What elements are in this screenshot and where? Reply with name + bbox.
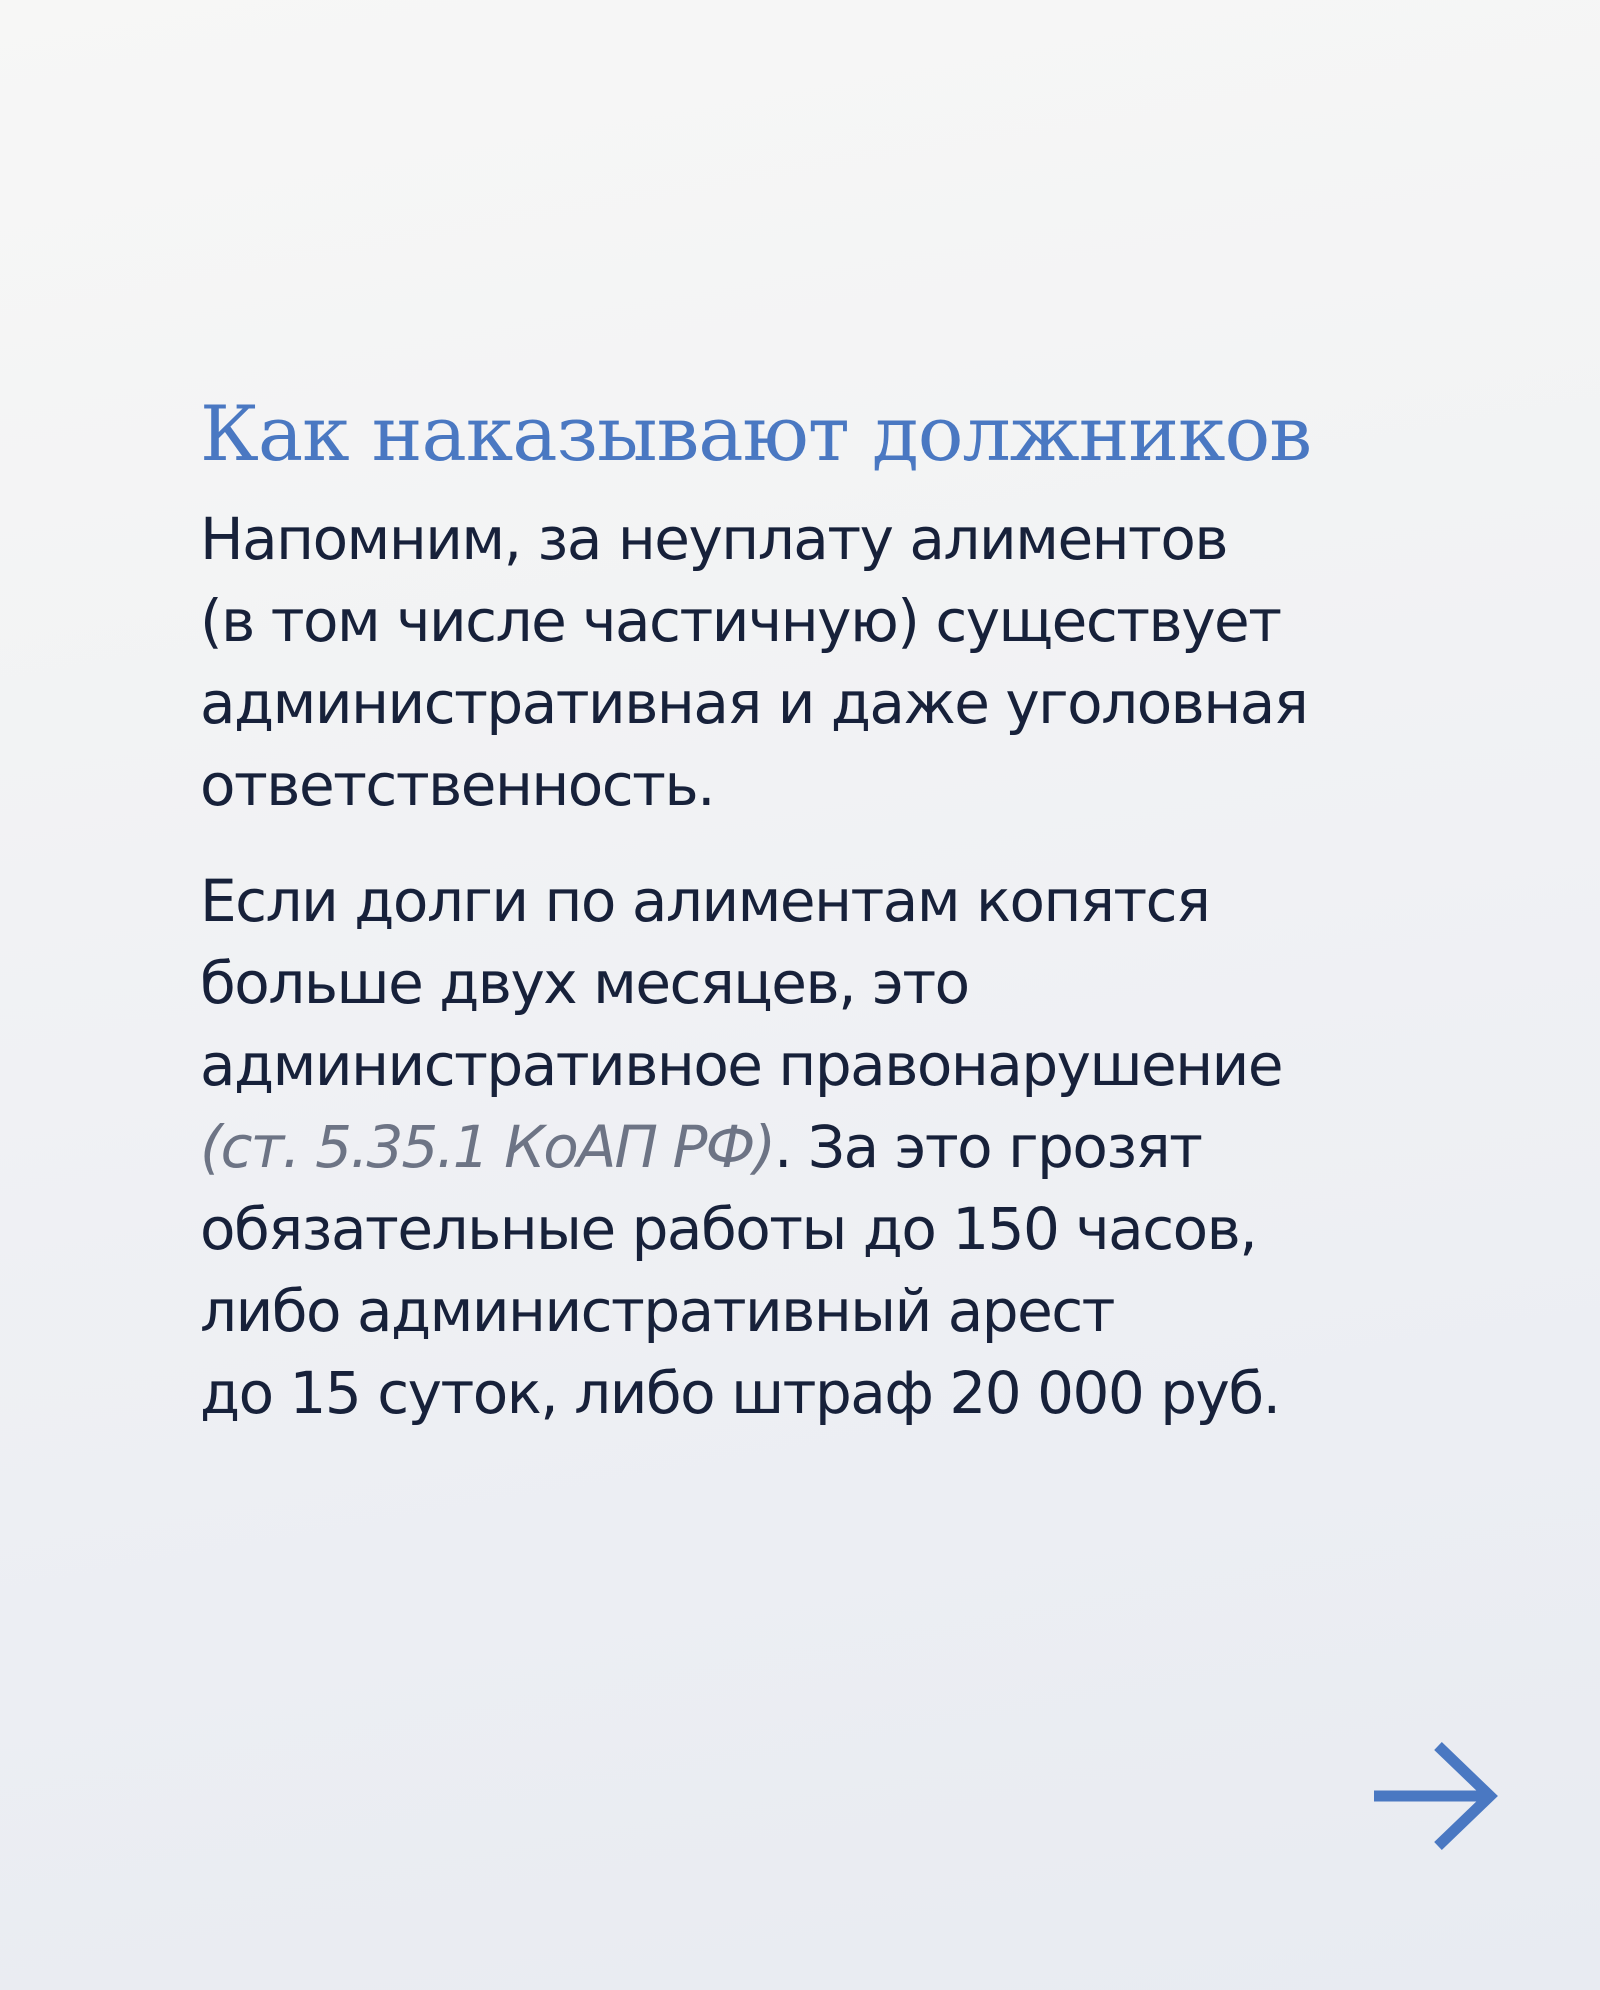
reference-continuation: . За это грозят [774,1113,1202,1181]
text-line: (в том числе частичную) существует [200,587,1281,655]
text-line: либо административный арест [200,1277,1114,1345]
text-line: административная и даже уголовная [200,669,1308,737]
arrow-right-icon [1374,1738,1502,1854]
slide-title: Как наказывают должников [200,389,1312,478]
text-line: Напомним, за неуплату алиментов [200,505,1228,573]
text-line: больше двух месяцев, это [200,949,969,1017]
text-line: обязательные работы до 150 часов, [200,1195,1257,1263]
text-line: Если долги по алиментам копятся [200,867,1210,935]
paragraph-liability [200,498,1440,826]
text-line: до 15 суток, либо штраф 20 000 руб. [200,1359,1280,1427]
text-line: ответственность. [200,751,715,819]
paragraph-penalties [200,860,1440,1434]
text-line-with-reference [200,1106,1440,1188]
text-line: административное правонарушение [200,1031,1283,1099]
next-slide-button[interactable] [1374,1738,1502,1854]
slide-content [200,388,1440,1434]
law-reference: (ст. 5.35.1 КоАП РФ) [200,1113,775,1181]
